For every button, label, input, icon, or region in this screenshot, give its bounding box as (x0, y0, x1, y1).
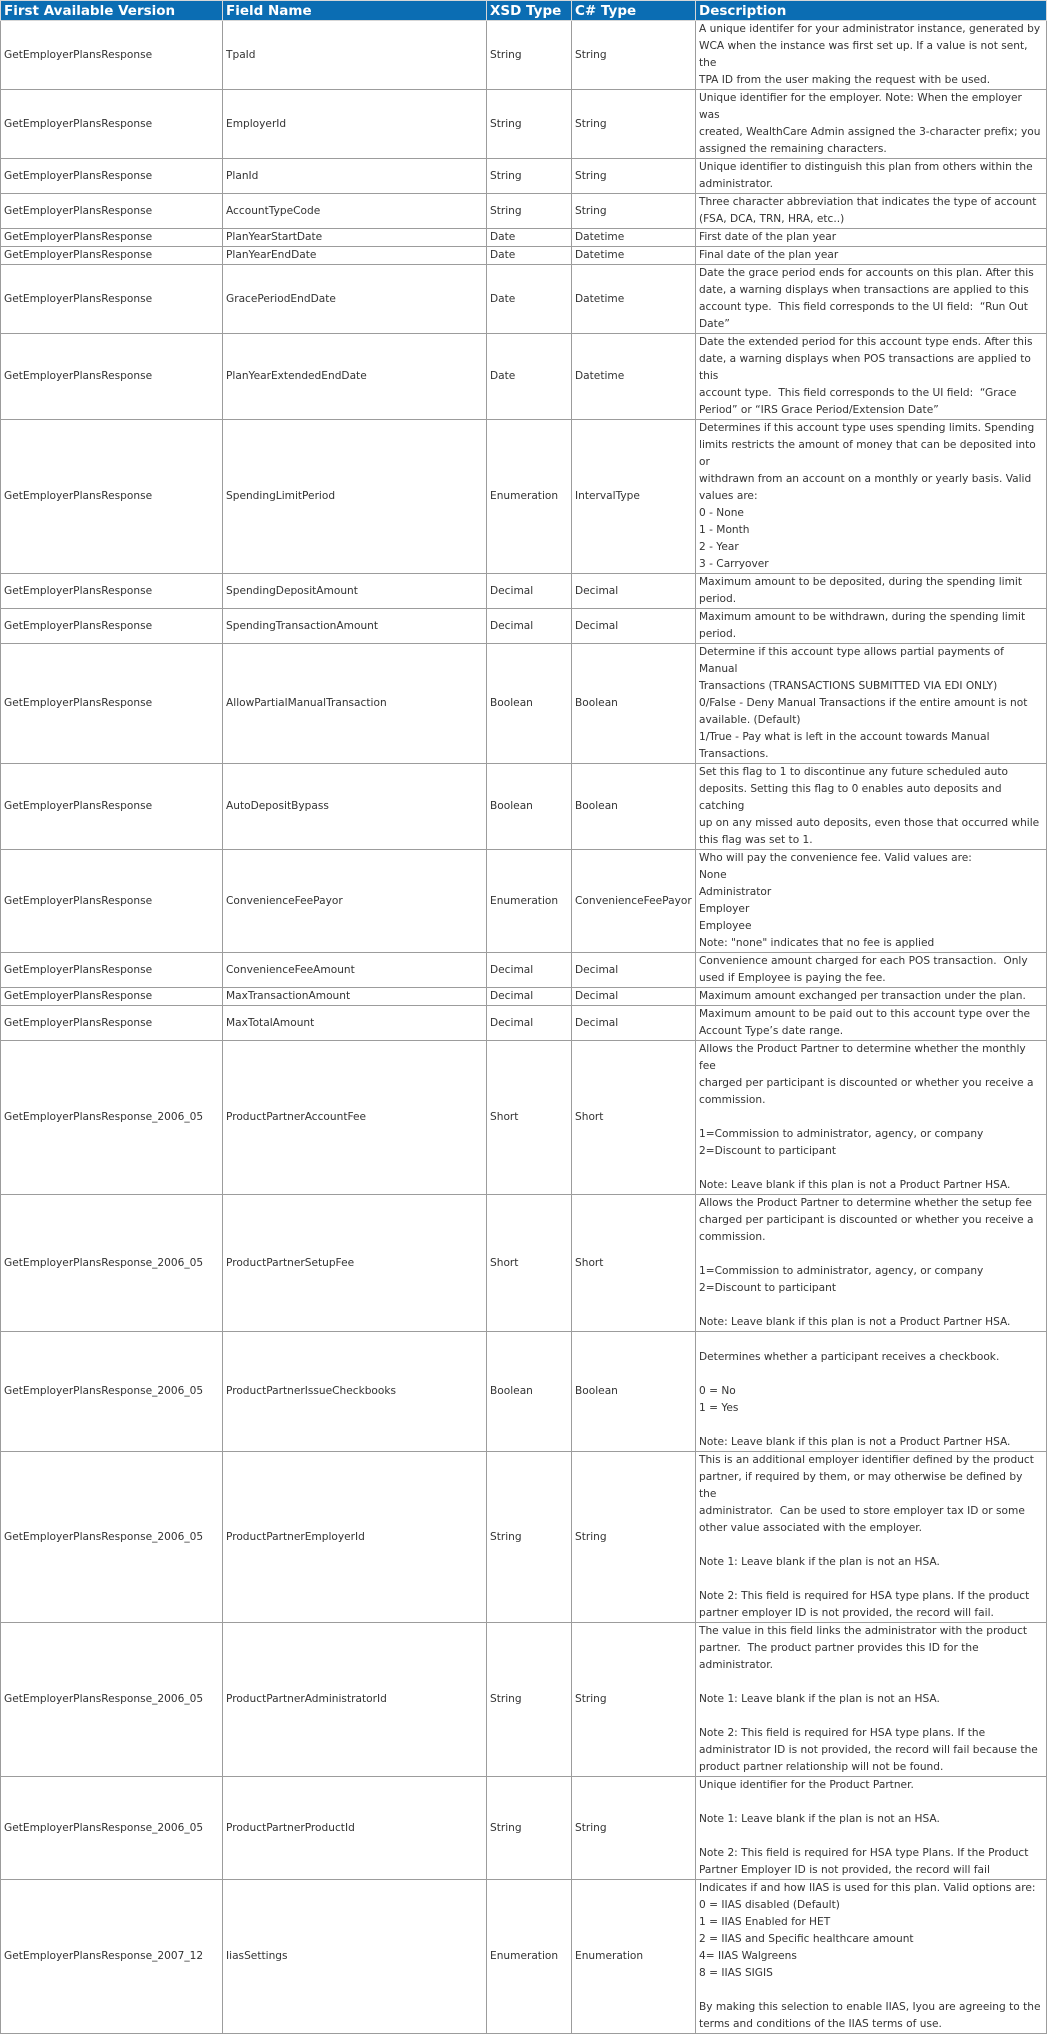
description-cell: Convenience amount charged for each POS transaction. Only used if Employee is paying the fee. (696, 953, 1047, 988)
cs-type-cell: String (572, 1777, 696, 1880)
version-cell: GetEmployerPlansResponse (1, 334, 223, 420)
description-cell: Indicates if and how IIAS is used for this plan. Valid options are: 0 = IIAS disabled (Default) 1 = IIAS Enabled for HET 2 = IIAS and Specific healthcare amount 4= IIAS Walgreens 8 = IIAS SIGIS By making this selection to enable IIAS, Iyou are agreeing to the terms and conditions of the IIAS terms of use. (696, 1880, 1047, 2034)
version-cell: GetEmployerPlansResponse (1, 644, 223, 764)
version-cell: GetEmployerPlansResponse (1, 90, 223, 159)
field-name-cell: ProductPartnerAdministratorId (223, 1623, 487, 1777)
version-cell: GetEmployerPlansResponse_2007_12 (1, 1880, 223, 2034)
field-name-cell: IiasSettings (223, 1880, 487, 2034)
cs-type-cell: String (572, 90, 696, 159)
cs-type-cell: Boolean (572, 764, 696, 850)
xsd-type-cell: Decimal (487, 1006, 572, 1041)
version-cell: GetEmployerPlansResponse (1, 265, 223, 334)
field-name-cell: PlanId (223, 159, 487, 194)
description-cell: Unique identifier for the employer. Note: When the employer was created, WealthCare Admin assigned the 3-character prefix; you assigned the remaining characters. (696, 90, 1047, 159)
field-name-cell: PlanYearEndDate (223, 247, 487, 265)
xsd-type-cell: String (487, 21, 572, 90)
description-cell: Date the grace period ends for accounts on this plan. After this date, a warning displays when transactions are applied to this account type. This field corresponds to the UI field: “Run Out Date” (696, 265, 1047, 334)
table-row (1, 1777, 1047, 1880)
cs-type-cell: String (572, 159, 696, 194)
field-name-cell: ProductPartnerSetupFee (223, 1195, 487, 1332)
xsd-type-cell: Decimal (487, 574, 572, 609)
table-row (1, 1195, 1047, 1332)
version-cell: GetEmployerPlansResponse (1, 850, 223, 953)
version-cell: GetEmployerPlansResponse (1, 247, 223, 265)
table-row (1, 988, 1047, 1006)
xsd-type-cell: Enumeration (487, 420, 572, 574)
cs-type-cell: Decimal (572, 988, 696, 1006)
xsd-type-cell: Boolean (487, 764, 572, 850)
xsd-type-cell: Date (487, 265, 572, 334)
field-name-cell: MaxTransactionAmount (223, 988, 487, 1006)
header-xsd-type: XSD Type (487, 1, 572, 21)
field-name-cell: EmployerId (223, 90, 487, 159)
field-name-cell: PlanYearStartDate (223, 229, 487, 247)
xsd-type-cell: String (487, 1623, 572, 1777)
xsd-type-cell: Short (487, 1041, 572, 1195)
table-row (1, 21, 1047, 90)
description-cell: Maximum amount to be withdrawn, during the spending limit period. (696, 609, 1047, 644)
table-row (1, 1623, 1047, 1777)
table-row (1, 953, 1047, 988)
table-row (1, 334, 1047, 420)
field-name-cell: ProductPartnerAccountFee (223, 1041, 487, 1195)
version-cell: GetEmployerPlansResponse (1, 953, 223, 988)
xsd-type-cell: String (487, 1777, 572, 1880)
cs-type-cell: Enumeration (572, 1880, 696, 2034)
version-cell: GetEmployerPlansResponse_2006_05 (1, 1195, 223, 1332)
description-cell: Determine if this account type allows partial payments of Manual Transactions (TRANSACTIONS SUBMITTED VIA EDI ONLY) 0/False - Deny Manual Transactions if the entire amount is not available. (Default) 1/True - Pay what is left in the account towards Manual Transactions. (696, 644, 1047, 764)
cs-type-cell: Datetime (572, 229, 696, 247)
xsd-type-cell: Short (487, 1195, 572, 1332)
field-name-cell: ConvenienceFeeAmount (223, 953, 487, 988)
field-name-cell: MaxTotalAmount (223, 1006, 487, 1041)
description-cell: Maximum amount to be deposited, during the spending limit period. (696, 574, 1047, 609)
xsd-type-cell: Date (487, 247, 572, 265)
description-cell: Set this flag to 1 to discontinue any future scheduled auto deposits. Setting this flag to 0 enables auto deposits and catching up on any missed auto deposits, even those that occurred while this flag was set to 1. (696, 764, 1047, 850)
cs-type-cell: Decimal (572, 609, 696, 644)
description-cell: Determines if this account type uses spending limits. Spending limits restricts the amount of money that can be deposited into or withdrawn from an account on a monthly or yearly basis. Valid values are: 0 - None 1 - Month 2 - Year 3 - Carryover (696, 420, 1047, 574)
description-cell: Allows the Product Partner to determine whether the setup fee charged per participant is discounted or whether you receive a commission. 1=Commission to administrator, agency, or company 2=Discount to participant Note: Leave blank if this plan is not a Product Partner HSA. (696, 1195, 1047, 1332)
cs-type-cell: String (572, 194, 696, 229)
description-cell: Who will pay the convenience fee. Valid values are: None Administrator Employer Employee Note: "none" indicates that no fee is applied (696, 850, 1047, 953)
cs-type-cell: Datetime (572, 247, 696, 265)
cs-type-cell: Short (572, 1041, 696, 1195)
cs-type-cell: ConvenienceFeePayor (572, 850, 696, 953)
description-cell: Maximum amount exchanged per transaction under the plan. (696, 988, 1047, 1006)
table-row (1, 1452, 1047, 1623)
description-cell: Determines whether a participant receives a checkbook. 0 = No 1 = Yes Note: Leave blank if this plan is not a Product Partner HSA. (696, 1332, 1047, 1452)
xsd-type-cell: String (487, 194, 572, 229)
description-cell: A unique identifer for your administrator instance, generated by WCA when the instance was first set up. If a value is not sent, the TPA ID from the user making the request with be used. (696, 21, 1047, 90)
field-name-cell: ProductPartnerEmployerId (223, 1452, 487, 1623)
field-name-cell: AllowPartialManualTransaction (223, 644, 487, 764)
table-row (1, 194, 1047, 229)
table-row (1, 644, 1047, 764)
table-row (1, 159, 1047, 194)
cs-type-cell: Decimal (572, 574, 696, 609)
table-row (1, 574, 1047, 609)
xsd-type-cell: Boolean (487, 1332, 572, 1452)
cs-type-cell: Datetime (572, 334, 696, 420)
description-cell: Allows the Product Partner to determine whether the monthly fee charged per participant is discounted or whether you receive a commission. 1=Commission to administrator, agency, or company 2=Discount to participant Note: Leave blank if this plan is not a Product Partner HSA. (696, 1041, 1047, 1195)
version-cell: GetEmployerPlansResponse (1, 1006, 223, 1041)
field-name-cell: SpendingLimitPeriod (223, 420, 487, 574)
description-cell: Final date of the plan year (696, 247, 1047, 265)
header-row (1, 1, 1047, 21)
table-row (1, 229, 1047, 247)
version-cell: GetEmployerPlansResponse_2006_05 (1, 1777, 223, 1880)
field-name-cell: ConvenienceFeePayor (223, 850, 487, 953)
xsd-type-cell: String (487, 90, 572, 159)
field-name-cell: SpendingDepositAmount (223, 574, 487, 609)
version-cell: GetEmployerPlansResponse (1, 159, 223, 194)
version-cell: GetEmployerPlansResponse (1, 21, 223, 90)
table-row (1, 609, 1047, 644)
description-cell: Maximum amount to be paid out to this account type over the Account Type’s date range. (696, 1006, 1047, 1041)
field-name-cell: ProductPartnerProductId (223, 1777, 487, 1880)
version-cell: GetEmployerPlansResponse (1, 988, 223, 1006)
xsd-type-cell: Decimal (487, 953, 572, 988)
xsd-type-cell: Decimal (487, 609, 572, 644)
description-cell: Three character abbreviation that indicates the type of account (FSA, DCA, TRN, HRA, etc..) (696, 194, 1047, 229)
header-field-name: Field Name (223, 1, 487, 21)
cs-type-cell: Decimal (572, 1006, 696, 1041)
table-row (1, 420, 1047, 574)
description-cell: First date of the plan year (696, 229, 1047, 247)
table-row (1, 850, 1047, 953)
cs-type-cell: Short (572, 1195, 696, 1332)
version-cell: GetEmployerPlansResponse_2006_05 (1, 1041, 223, 1195)
xsd-type-cell: String (487, 159, 572, 194)
cs-type-cell: Datetime (572, 265, 696, 334)
version-cell: GetEmployerPlansResponse (1, 420, 223, 574)
header-first-available-version: First Available Version (1, 1, 223, 21)
version-cell: GetEmployerPlansResponse_2006_05 (1, 1332, 223, 1452)
xsd-type-cell: Boolean (487, 644, 572, 764)
cs-type-cell: IntervalType (572, 420, 696, 574)
xsd-type-cell: String (487, 1452, 572, 1623)
table-row (1, 1332, 1047, 1452)
header-description: Description (696, 1, 1047, 21)
field-name-cell: TpaId (223, 21, 487, 90)
table-row (1, 247, 1047, 265)
xsd-type-cell: Date (487, 334, 572, 420)
field-name-cell: PlanYearExtendedEndDate (223, 334, 487, 420)
table-row (1, 90, 1047, 159)
field-name-cell: ProductPartnerIssueCheckbooks (223, 1332, 487, 1452)
field-name-cell: AutoDepositBypass (223, 764, 487, 850)
version-cell: GetEmployerPlansResponse_2006_05 (1, 1452, 223, 1623)
field-name-cell: SpendingTransactionAmount (223, 609, 487, 644)
cs-type-cell: Boolean (572, 644, 696, 764)
cs-type-cell: Boolean (572, 1332, 696, 1452)
table-row (1, 1006, 1047, 1041)
description-cell: Date the extended period for this account type ends. After this date, a warning displays when POS transactions are applied to this account type. This field corresponds to the UI field: “Grace Period” or “IRS Grace Period/Extension Date” (696, 334, 1047, 420)
version-cell: GetEmployerPlansResponse_2006_05 (1, 1623, 223, 1777)
description-cell: Unique identifier for the Product Partner. Note 1: Leave blank if the plan is not an HSA. Note 2: This field is required for HSA type Plans. If the Product Partner Employer ID is not provided, the record will fail (696, 1777, 1047, 1880)
version-cell: GetEmployerPlansResponse (1, 574, 223, 609)
description-cell: Unique identifier to distinguish this plan from others within the administrator. (696, 159, 1047, 194)
field-name-cell: GracePeriodEndDate (223, 265, 487, 334)
description-cell: The value in this field links the administrator with the product partner. The product partner provides this ID for the administrator. Note 1: Leave blank if the plan is not an HSA. Note 2: This field is required for HSA type plans. If the administrator ID is not provided, the record will fail because the product partner relationship will not be found. (696, 1623, 1047, 1777)
header-cs-type: C# Type (572, 1, 696, 21)
cs-type-cell: String (572, 1623, 696, 1777)
version-cell: GetEmployerPlansResponse (1, 609, 223, 644)
xsd-type-cell: Decimal (487, 988, 572, 1006)
xsd-type-cell: Enumeration (487, 850, 572, 953)
version-cell: GetEmployerPlansResponse (1, 229, 223, 247)
cs-type-cell: String (572, 21, 696, 90)
xsd-type-cell: Enumeration (487, 1880, 572, 2034)
table-row (1, 1041, 1047, 1195)
cs-type-cell: String (572, 1452, 696, 1623)
field-name-cell: AccountTypeCode (223, 194, 487, 229)
cs-type-cell: Decimal (572, 953, 696, 988)
version-cell: GetEmployerPlansResponse (1, 764, 223, 850)
version-cell: GetEmployerPlansResponse (1, 194, 223, 229)
table-row (1, 265, 1047, 334)
table-row (1, 764, 1047, 850)
table-row (1, 1880, 1047, 2034)
xsd-type-cell: Date (487, 229, 572, 247)
description-cell: This is an additional employer identifier defined by the product partner, if required by them, or may otherwise be defined by the administrator. Can be used to store employer tax ID or some other value associated with the employer. Note 1: Leave blank if the plan is not an HSA. Note 2: This field is required for HSA type plans. If the product partner employer ID is not provided, the record will fail. (696, 1452, 1047, 1623)
